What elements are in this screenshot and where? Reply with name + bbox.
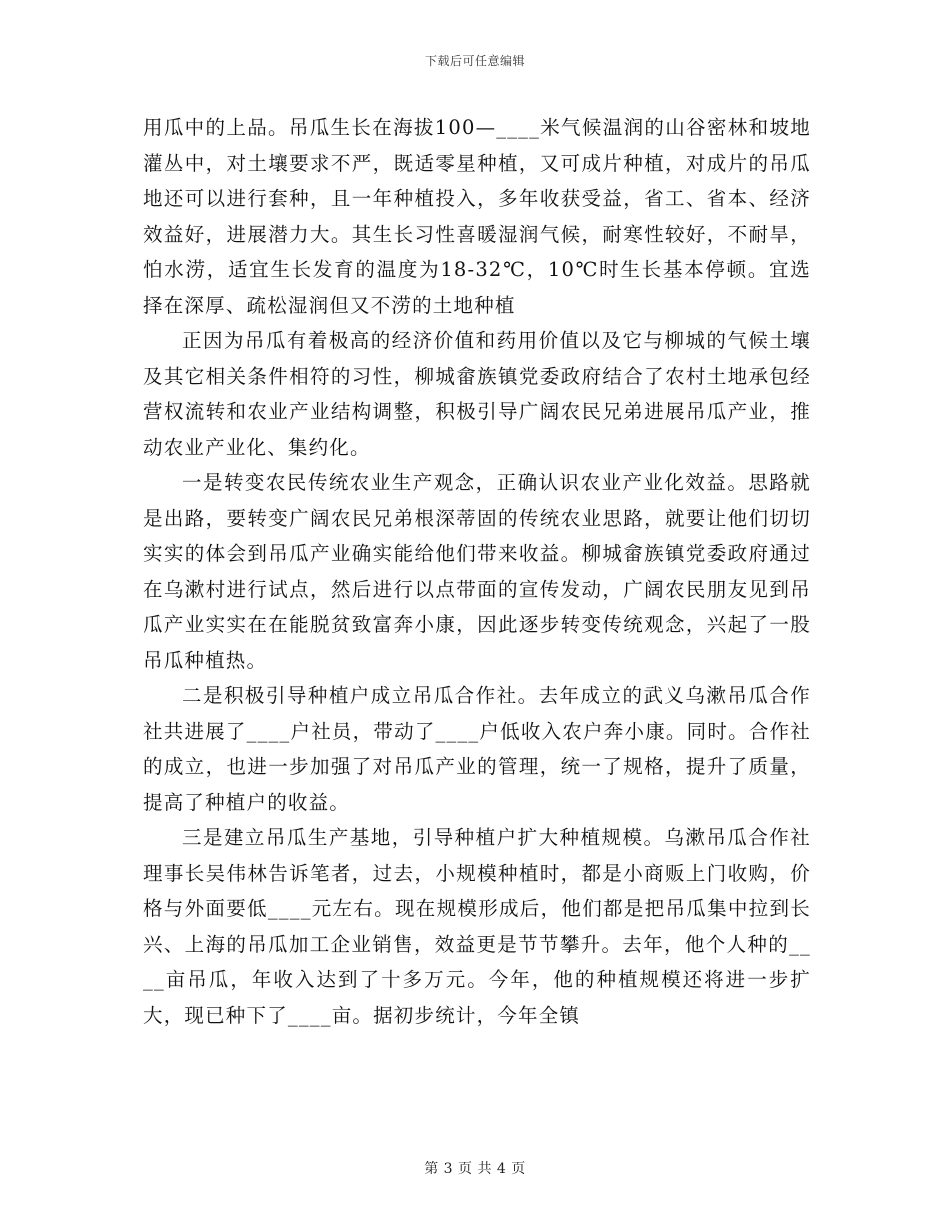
paragraph-5: 三是建立吊瓜生产基地，引导种植户扩大种植规模。乌漱吊瓜合作社理事长吴伟林告诉笔者，过去，小规模种植时，都是小商贩上门收购，价格与外面要低____元左右。现在规模形成后，他们都是把吊瓜集中拉到长兴、上海的吊瓜加工企业销售，效益更是节节攀升。去年，他个人种的____亩吊瓜，年收入达到了十多万元。今年，他的种植规模还将进一步扩大，现已种下了____亩。据初步统计，今年全镇 xyxy=(143,826,811,1027)
paragraph-1: 用瓜中的上品。吊瓜生长在海拔100—____米气候温润的山谷密林和坡地灌丛中，对土壤要求不严，既适零星种植，又可成片种植，对成片的吊瓜地还可以进行套种，且一年种植投入，多年收获受益，省工、省本、经济效益好，进展潜力大。其生长习性喜暖湿润气候，耐寒性较好，不耐旱，怕水涝，适宜生长发育的温度为18-32℃，10℃时生长基本停顿。宜选择在深厚、疏松湿润但又不涝的土地种植 xyxy=(143,116,811,317)
page-header: 下载后可任意编辑 xyxy=(424,54,525,68)
page-footer: 第 3 页 共 4 页 xyxy=(424,1161,526,1177)
paragraph-3: 一是转变农民传统农业生产观念，正确认识农业产业化效益。思路就是出路，要转变广阔农民兄弟根深蒂固的传统农业思路，就要让他们切切实实的体会到吊瓜产业确实能给他们带来收益。柳城畲族镇党委政府通过在乌漱村进行试点，然后进行以点带面的宣传发动，广阔农民朋友见到吊瓜产业实实在在能脱贫致富奔小康，因此逐步转变传统观念，兴起了一股吊瓜种植热。 xyxy=(143,471,811,672)
document-body xyxy=(143,110,811,1033)
paragraph-4: 二是积极引导种植户成立吊瓜合作社。去年成立的武义乌漱吊瓜合作社共进展了____户社员，带动了____户低收入农户奔小康。同时。合作社的成立，也进一步加强了对吊瓜产业的管理，统一了规格，提升了质量，提高了种植户的收益。 xyxy=(143,684,811,814)
paragraph-2: 正因为吊瓜有着极高的经济价值和药用价值以及它与柳城的气候土壤及其它相关条件相符的习性，柳城畲族镇党委政府结合了农村土地承包经营权流转和农业产业结构调整，积极引导广阔农民兄弟进展吊瓜产业，推动农业产业化、集约化。 xyxy=(143,329,811,459)
